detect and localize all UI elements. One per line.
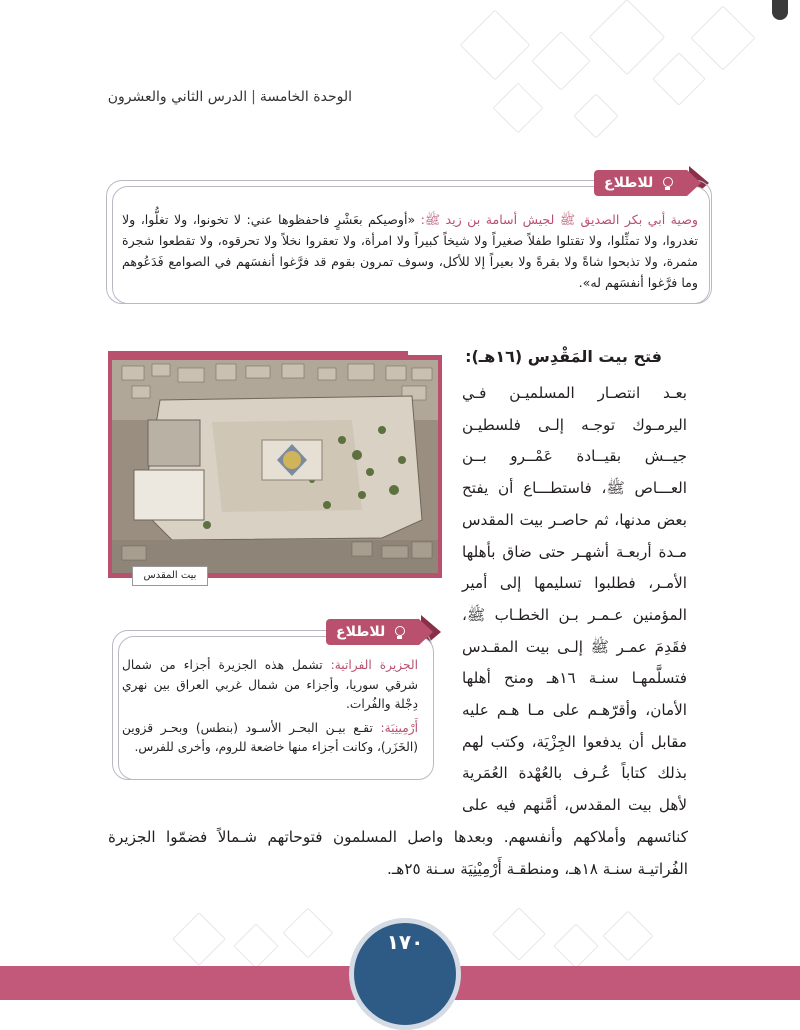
section-full-width-text: كنائسهم وأملاكهم وأنفسهم. وبعدها واصل المسلمون فتوحاتهم شـمالاً فضمّوا الجزيرة الفُراتيـة سنـة ١٨هـ، ومنطقـة أَرْمِيْنِيَة سـنة ٢٥هـ.: [108, 828, 688, 878]
info-box-1-tag-label: للاطلاع: [604, 175, 654, 191]
section-column-text: بعـد انتصـار المسلميـن فـي اليرمـوك توجـه إلـى فلسطيـن جيــش بقيــادة عَمْــرو بــن العـــاص ﷺ، فاستطـــاع أن يفتح بعض مدنها، ثم حاصـر بيت المقدس مـدة أربعـة أشهـر حتى ضاق بأهلها الأمـر، فطلبوا تسليمها إلى أمير المؤمنين عـمـر بـن الخطـاب ﷺ، فقَدِمَ عمـر ﷺ إلـى بيت المقـدس فتسلَّمهـا سنـة ١٦هـ ومنح أهلها الأمان، وأقرّهـم على مـا هـم عليه مقابل أن يدفعوا الجِزْيَة، وكتب لهم بذلك كتاباً عُـرف بالعُهْدة العُمَرية لأهل بيت المقدس، أمَّنهم فيه على: [462, 384, 687, 815]
page-number: ١٧٠: [386, 930, 424, 954]
header-unit: الوحدة الخامسة: [259, 89, 352, 105]
photo-caption: بيت المقدس: [132, 566, 208, 586]
info-box-2-item-1-term: الجزيرة الفراتية:: [330, 658, 418, 672]
info-box-2-item-2-text: تقـع بيـن البحـر الأسـود (بنطس) وبحـر قزوين (الخَزَر)، وكانت أجزاء منها خاضعة للروم، وأخرى للفرس.: [122, 720, 418, 754]
lightbulb-icon: [391, 624, 407, 640]
running-header: [12, 89, 352, 105]
aerial-photo-jerusalem: [112, 360, 438, 573]
info-box-2-item-1: [122, 656, 418, 715]
info-box-2-item-2-term: أَرْمِينِيَة:: [380, 720, 418, 735]
info-box-1-tag: [594, 170, 687, 196]
header-separator: |: [251, 89, 256, 105]
lightbulb-icon: [659, 175, 675, 191]
info-box-2-item-2: [122, 719, 418, 758]
info-box-2-tag-label: للاطلاع: [336, 624, 386, 640]
section-title: فتح بيت المَقْدِس (١٦هـ):: [465, 347, 662, 366]
page-corner-mark: [772, 0, 788, 20]
info-box-1-text: [122, 209, 698, 293]
info-box-2-item-1-text: تشمل هذه الجزيرة أجزاء من شمال شرقي سوريا، وأجزاء من شمال غربي العراق بين نهري دِجْلة والفُرات.: [122, 658, 418, 711]
header-lesson: الدرس الثاني والعشرون: [107, 89, 248, 105]
info-box-2-tag: [326, 619, 419, 645]
info-box-1-body: «أوصيكم بعَشْرٍ فاحفظوها عني: لا تخونوا، ولا تغلُّوا، ولا تغدروا، ولا تمثِّلوا، ولا تقتلوا طفلاً صغيراً ولا شيخاً كبيراً ولا امرأة، ولا تعقروا نخلاً ولا تحرقوه، ولا تقطعوا شجرة مثمرة، ولا تذبحوا شاةً ولا بقرةً ولا بعيراً إلا للأكل، وسوف تمرون بقوم قد فرَّغوا أنفسَهم في الصوامع فَدَعُوهم وما فرَّغوا أنفسَهم له».: [122, 212, 698, 290]
info-box-2-text: [122, 656, 418, 762]
info-box-1-lead: وصية أبي بكر الصديق ﷺ لجيش أسامة بن زيد ﷺ:: [420, 212, 698, 227]
